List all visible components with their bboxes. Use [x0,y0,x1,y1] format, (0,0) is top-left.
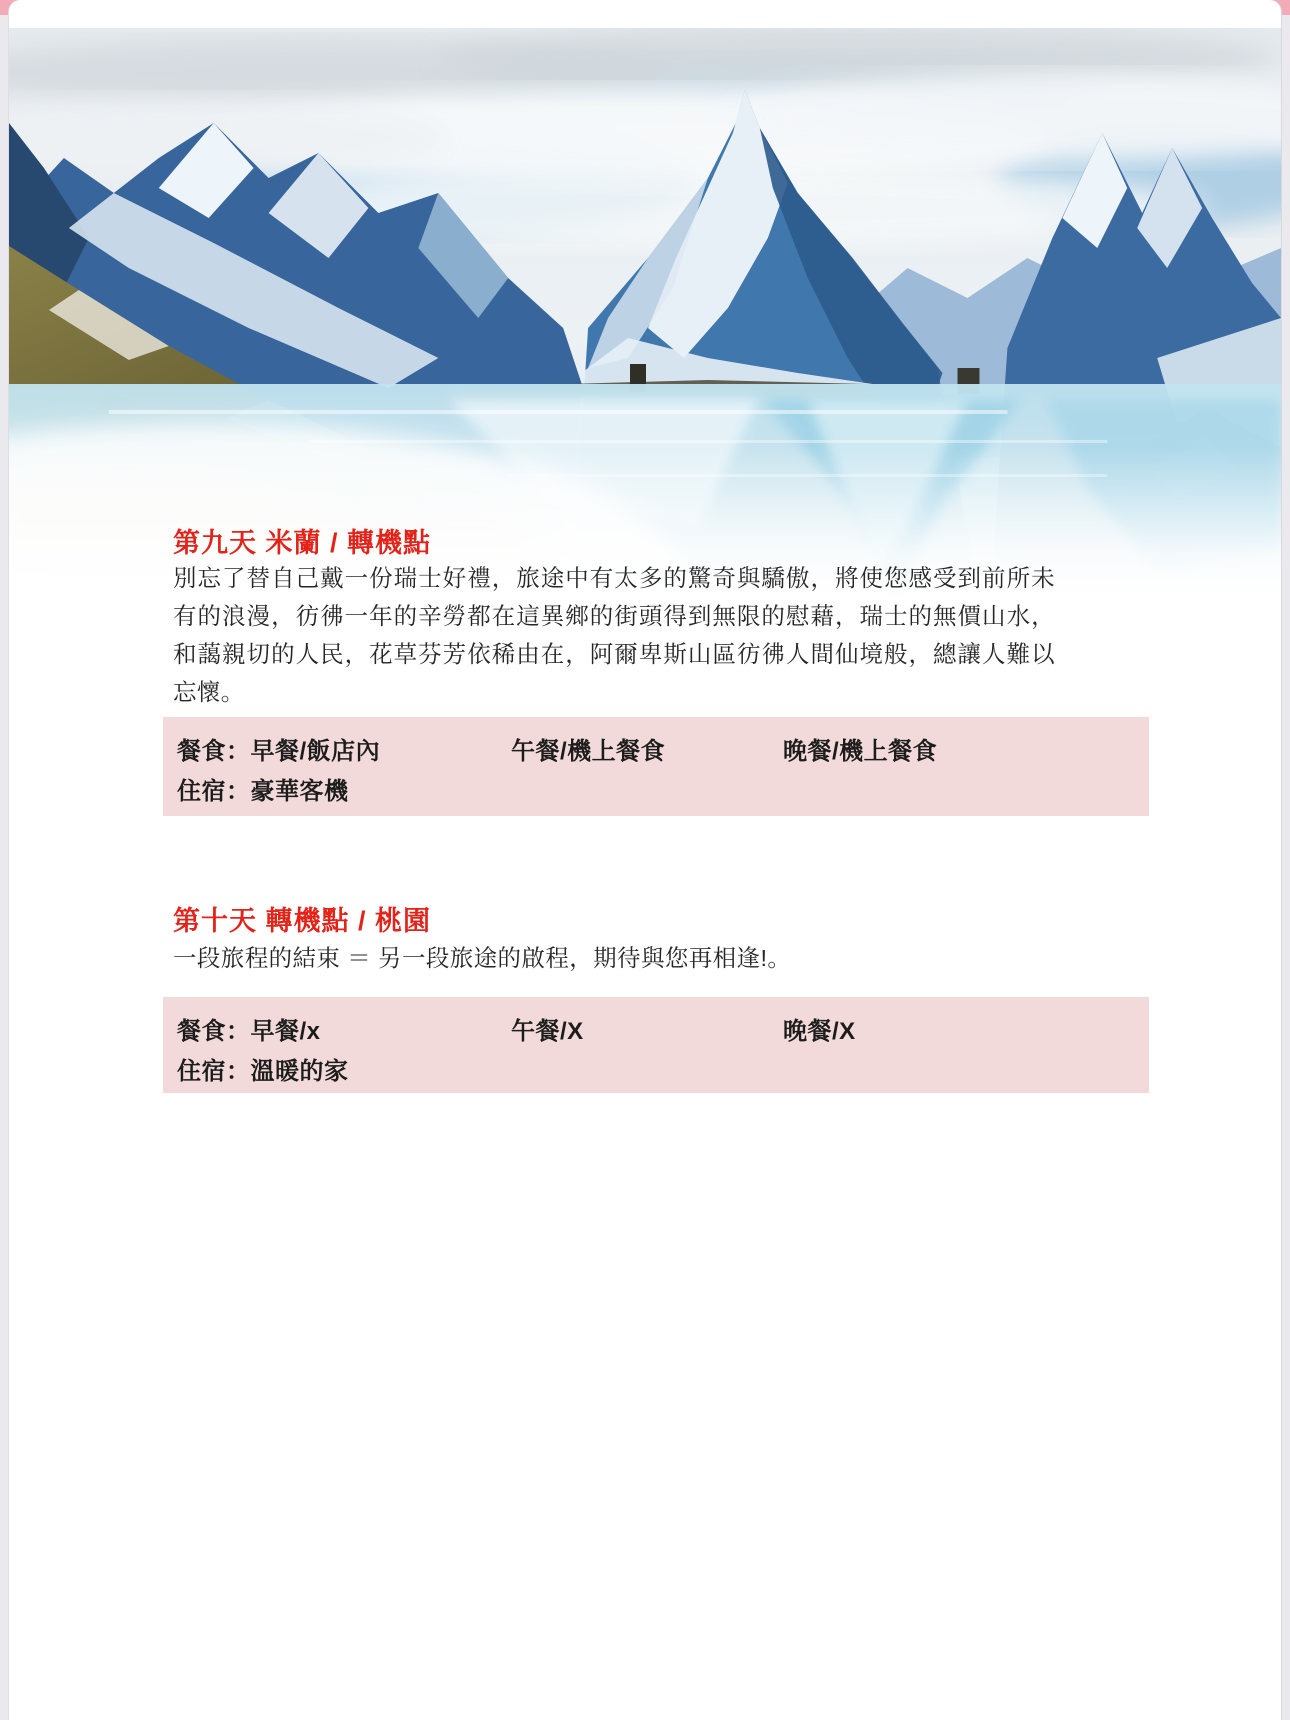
day9-dinner-label: 晚餐/機上餐食 [783,738,938,765]
day9-meal-box [163,717,1149,816]
day9-heading: 第九天 米蘭 / 轉機點 [173,528,432,558]
day9-lunch-label: 午餐/機上餐食 [511,738,666,765]
day10-lunch-label: 午餐/X [511,1018,584,1045]
document-page [8,0,1282,1720]
day9-breakfast-label: 餐食：早餐/飯店內 [177,738,381,765]
day9-description: 別忘了替自己戴一份瑞士好禮，旅途中有太多的驚奇與驕傲，將使您感受到前所未有的浪漫，彷彿一年的辛勞都在這異鄉的街頭得到無限的慰藉，瑞士的無價山水，和藹親切的人民，花草芬芳依稀由在，阿爾卑斯山區彷彿人間仙境般，總讓人難以忘懷。 [173,565,1055,705]
day10-dinner-label: 晚餐/X [783,1018,856,1045]
day9-stay-label: 住宿：豪華客機 [177,778,349,805]
day10-meal-box [163,997,1149,1093]
day10-breakfast-label: 餐食：早餐/x [177,1018,321,1045]
day10-description: 一段旅程的結束 ＝ 另一段旅途的啟程，期待與您再相逢!。 [173,945,792,971]
day10-heading: 第十天 轉機點 / 桃園 [173,906,432,936]
day10-stay-label: 住宿：溫暖的家 [177,1058,349,1085]
